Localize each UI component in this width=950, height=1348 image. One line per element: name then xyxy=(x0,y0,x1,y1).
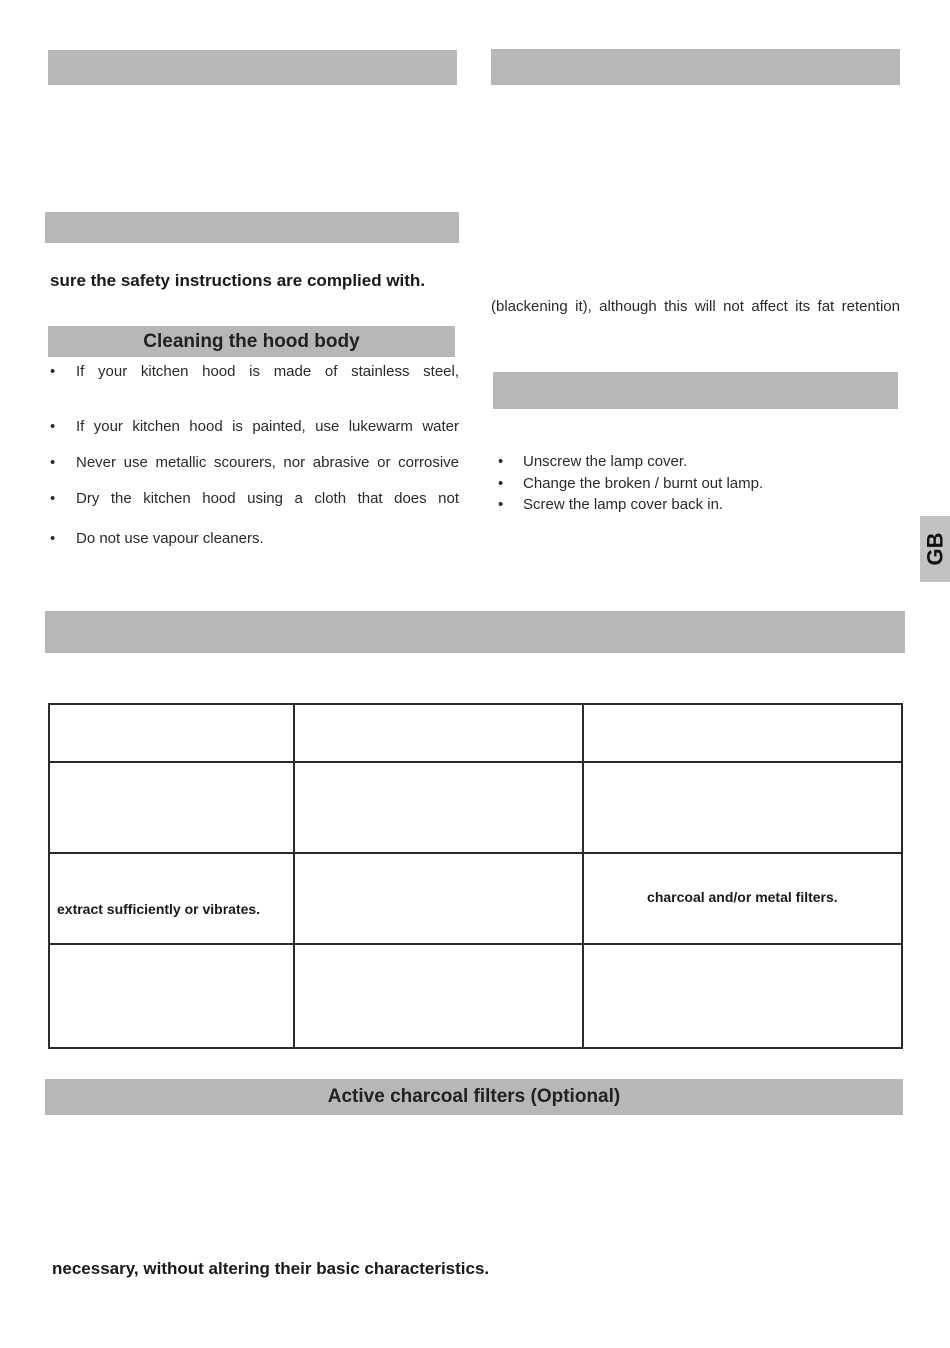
bullet-marker: • xyxy=(498,453,504,470)
table-cell xyxy=(294,944,583,1048)
cleaning-bullet-1: If your kitchen hood is made of stainless steel, xyxy=(76,363,459,380)
table-row xyxy=(49,762,902,853)
charcoal-filters-header xyxy=(45,1079,903,1115)
table-row xyxy=(49,704,902,762)
table-row xyxy=(49,944,902,1048)
bullet-marker: • xyxy=(50,530,56,547)
table-cell xyxy=(583,704,902,762)
bullet-marker: • xyxy=(50,454,56,471)
table-cell xyxy=(49,704,294,762)
section-header-bar-left-1 xyxy=(48,50,457,85)
table-cell xyxy=(294,704,583,762)
language-tab xyxy=(920,516,950,582)
safety-instructions-line: sure the safety instructions are complied with. xyxy=(50,271,426,290)
table-cell: charcoal and/or metal filters. xyxy=(583,853,902,944)
table-cell xyxy=(583,944,902,1048)
table-cell xyxy=(294,762,583,853)
filter-retention-line: (blackening it), although this will not affect its fat retention xyxy=(491,298,900,315)
troubleshooting-table xyxy=(48,703,903,1049)
table-cell xyxy=(294,853,583,944)
lamp-step-2: Change the broken / burnt out lamp. xyxy=(523,475,764,492)
cleaning-hood-body-title: Cleaning the hood body xyxy=(143,330,360,352)
cleaning-bullet-2: If your kitchen hood is painted, use lukewarm water xyxy=(76,418,459,435)
troubleshooting-header-bar xyxy=(45,611,905,653)
section-header-bar-left-2 xyxy=(45,212,459,243)
table-cell: extract sufficiently or vibrates. xyxy=(49,853,294,944)
section-header-bar-right-1 xyxy=(491,49,900,85)
language-tab-label: GB xyxy=(922,532,947,566)
table-row xyxy=(49,853,902,944)
cleaning-hood-body-header xyxy=(48,326,455,357)
bullet-marker: • xyxy=(50,490,56,507)
bullet-marker: • xyxy=(50,363,56,380)
lamp-step-3: Screw the lamp cover back in. xyxy=(523,496,724,513)
table-cell xyxy=(583,762,902,853)
bullet-marker: • xyxy=(50,418,56,435)
lamp-step-1: Unscrew the lamp cover. xyxy=(523,453,688,470)
section-header-bar-right-2 xyxy=(493,372,898,409)
cleaning-bullet-5: Do not use vapour cleaners. xyxy=(76,530,264,547)
table-cell xyxy=(49,762,294,853)
bullet-marker: • xyxy=(498,496,504,513)
cleaning-bullet-4: Dry the kitchen hood using a cloth that does not xyxy=(76,490,459,507)
bullet-marker: • xyxy=(498,475,504,492)
cleaning-bullet-3: Never use metallic scourers, nor abrasive or corrosive xyxy=(76,454,459,471)
charcoal-filters-title: Active charcoal filters (Optional) xyxy=(327,1086,621,1107)
charcoal-closing-line: necessary, without altering their basic characteristics. xyxy=(52,1259,490,1278)
table-cell xyxy=(49,944,294,1048)
